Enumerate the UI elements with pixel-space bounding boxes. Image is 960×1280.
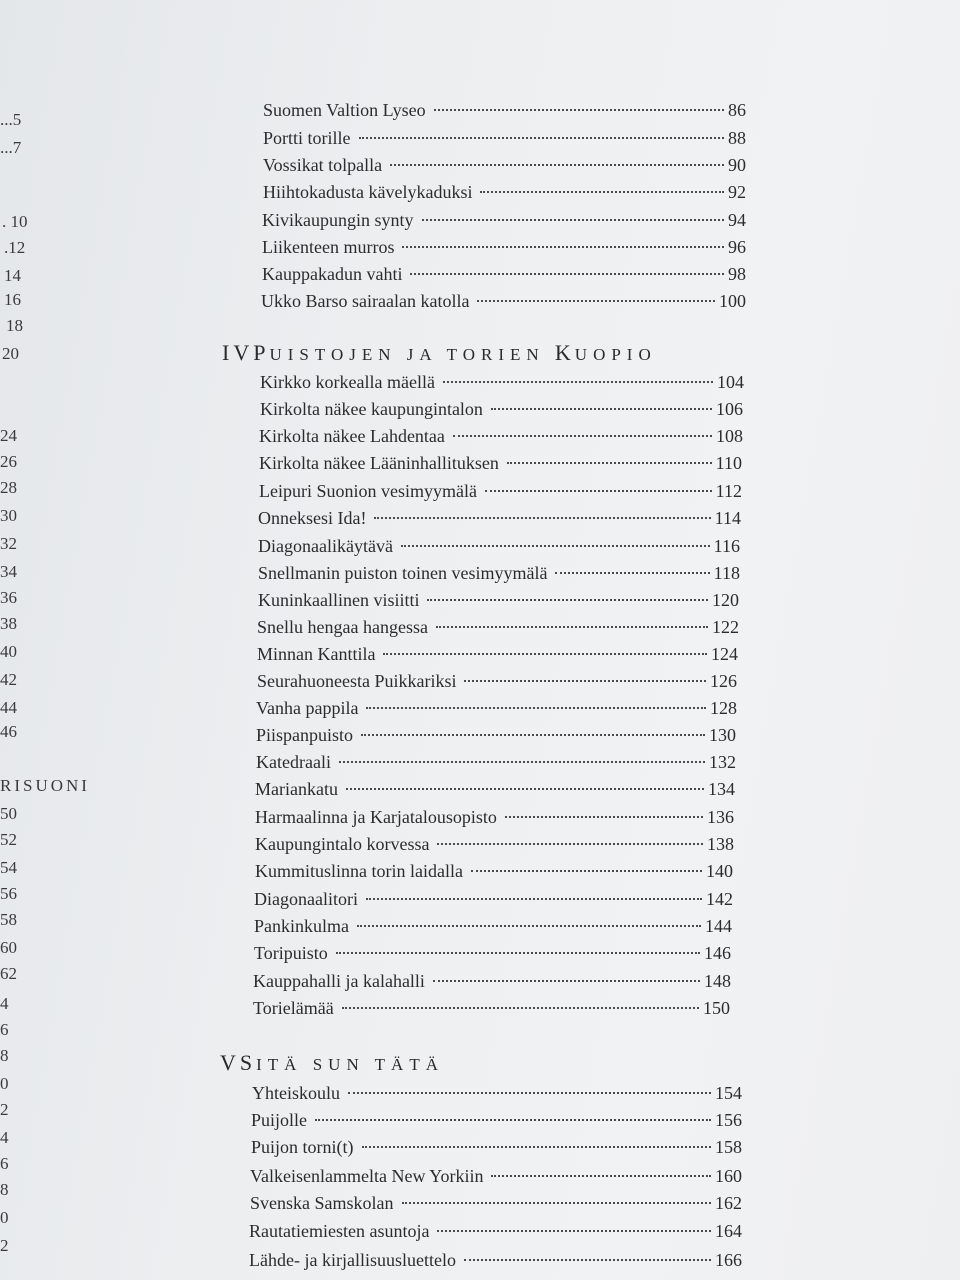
toc-entry[interactable] (259, 481, 742, 505)
toc-entry-title: Rautatiemiesten asuntoja (249, 1221, 430, 1241)
toc-entry-title: Onneksesi Ida! (258, 508, 367, 528)
left-page-number: 44 (0, 698, 17, 717)
dot-leader (348, 1092, 711, 1094)
toc-entry[interactable] (260, 399, 743, 423)
dot-leader (401, 545, 710, 547)
toc-entry-title: Ukko Barso sairaalan katolla (261, 291, 470, 311)
dot-leader (507, 462, 712, 464)
left-page-number: 14 (4, 266, 21, 285)
toc-entry[interactable] (253, 998, 730, 1022)
toc-entry[interactable] (262, 264, 746, 288)
toc-entry-page: 154 (715, 1083, 742, 1103)
toc-entry[interactable] (255, 779, 735, 803)
dot-leader (464, 1259, 711, 1261)
toc-entry-title: Kivikaupungin synty (262, 210, 414, 230)
toc-entry-title: Kauppahalli ja kalahalli (253, 971, 425, 991)
toc-entry[interactable] (256, 698, 737, 722)
section-heading-part: K (554, 340, 575, 365)
toc-entry-title: Puijolle (251, 1110, 308, 1130)
section-heading-part: ITÄ SUN TÄTÄ (256, 1055, 444, 1074)
left-page-number: 34 (0, 562, 17, 581)
toc-entry-title: Kirkolta näkee kaupungintalon (260, 399, 483, 419)
left-page-number: 54 (0, 858, 17, 877)
toc-entry-page: 92 (728, 182, 746, 202)
toc-entry[interactable] (259, 426, 743, 450)
toc-entry[interactable] (250, 1166, 742, 1190)
toc-entry-title: Piispanpuisto (256, 725, 354, 745)
section-heading-part: S (239, 1050, 257, 1075)
toc-entry-title: Yhteiskoulu (252, 1083, 340, 1103)
toc-entry-title: Seurahuoneesta Puikkariksi (257, 671, 457, 691)
toc-entry-title: Portti torille (263, 128, 351, 148)
toc-entry[interactable] (251, 1137, 742, 1161)
dot-leader (464, 680, 706, 682)
dot-leader (359, 137, 725, 139)
toc-entry-title: Pankinkulma (254, 916, 349, 936)
toc-entry-page: 96 (728, 237, 746, 257)
toc-entry[interactable] (252, 1083, 742, 1107)
dot-leader (477, 300, 715, 302)
toc-entry-page: 136 (707, 807, 734, 827)
toc-entry-page: 156 (715, 1110, 742, 1130)
toc-entry-page: 144 (705, 916, 732, 936)
left-page-number: 52 (0, 830, 17, 849)
toc-entry-title: Kummituslinna torin laidalla (255, 861, 463, 881)
toc-entry-page: 162 (715, 1193, 742, 1213)
toc-entry-page: 138 (707, 834, 734, 854)
dot-leader (346, 788, 704, 790)
left-page-partial (0, 0, 130, 1280)
left-page-number: 36 (0, 588, 17, 607)
toc-entry[interactable] (262, 237, 746, 261)
left-page-number: 8 (0, 1046, 9, 1065)
left-page-number: ...5 (0, 110, 22, 129)
toc-entry-title: Hiihtokadusta kävelykaduksi (263, 182, 473, 202)
toc-entry[interactable] (260, 372, 744, 396)
section-heading-part: P (253, 340, 270, 365)
left-page-number: 8 (0, 1180, 9, 1199)
dot-leader (491, 1175, 711, 1177)
toc-entry-title: Mariankatu (255, 779, 338, 799)
toc-entry-title: Snellu hengaa hangessa (257, 617, 428, 637)
toc-entry-title: Snellmanin puiston toinen vesimyymälä (258, 563, 548, 583)
toc-entry-page: 146 (704, 943, 731, 963)
toc-entry-page: 128 (710, 698, 737, 718)
toc-entry-title: Torielämää (253, 998, 334, 1018)
toc-entry-page: 130 (709, 725, 736, 745)
toc-entry[interactable] (255, 861, 733, 885)
dot-leader (410, 273, 724, 275)
dot-leader (374, 517, 710, 519)
dot-leader (491, 408, 712, 410)
toc-entry-title: Minnan Kanttila (257, 644, 376, 664)
section-heading-part: UISTOJEN JA TORIEN (269, 345, 555, 364)
toc-entry-page: 100 (719, 291, 746, 311)
toc-entry-page: 160 (715, 1166, 742, 1186)
toc-entry-title: Liikenteen murros (262, 237, 395, 257)
dot-leader (480, 191, 724, 193)
dot-leader (336, 952, 700, 954)
toc-entry-title: Diagonaalikäytävä (258, 536, 393, 556)
left-page-number: 4 (0, 994, 9, 1013)
left-page-number: ...7 (0, 138, 22, 157)
toc-entry[interactable] (250, 1193, 742, 1217)
left-page-number: 16 (4, 290, 21, 309)
left-page-number: 28 (0, 478, 17, 497)
toc-entry-title: Valkeisenlammelta New Yorkiin (250, 1166, 484, 1186)
toc-entry[interactable] (254, 943, 731, 967)
toc-entry-page: 122 (712, 617, 739, 637)
dot-leader (366, 898, 702, 900)
toc-entry-page: 116 (713, 536, 740, 556)
dot-leader (362, 1146, 712, 1148)
section-heading-part: V (220, 1050, 240, 1075)
toc-entry-title: Vossikat tolpalla (263, 155, 383, 175)
left-page-number: 46 (0, 722, 17, 741)
dot-leader (437, 1230, 711, 1232)
toc-entry-page: 142 (706, 889, 733, 909)
dot-leader (453, 435, 712, 437)
left-page-number: 6 (0, 1020, 9, 1039)
toc-entry[interactable] (254, 916, 732, 940)
toc-entry-page: 106 (716, 399, 743, 419)
dot-leader (434, 109, 724, 111)
dot-leader (427, 599, 708, 601)
dot-leader (471, 870, 702, 872)
toc-entry[interactable] (255, 807, 734, 831)
dot-leader (437, 843, 703, 845)
dot-leader (505, 816, 703, 818)
toc-entry[interactable] (263, 155, 746, 179)
dot-leader (485, 490, 712, 492)
toc-entry-title: Suomen Valtion Lyseo (263, 100, 426, 120)
left-page-number: . 10 (2, 212, 28, 231)
dot-leader (402, 246, 724, 248)
toc-entry-page: 124 (711, 644, 738, 664)
toc-entry-title: Kirkolta näkee Lahdentaa (259, 426, 445, 446)
toc-entry-title: Kaupungintalo korvessa (255, 834, 430, 854)
left-page-number: 24 (0, 426, 17, 445)
toc-entry-page: 164 (715, 1221, 742, 1241)
toc-entry-page: 158 (715, 1137, 742, 1157)
toc-entry-page: 98 (728, 264, 746, 284)
toc-entry[interactable] (263, 128, 746, 152)
toc-entry-title: Toripuisto (254, 943, 328, 963)
toc-entry-page: 86 (728, 100, 746, 120)
toc-entry-title: Leipuri Suonion vesimyymälä (259, 481, 477, 501)
dot-leader (390, 164, 724, 166)
dot-leader (339, 761, 705, 763)
dot-leader (443, 381, 713, 383)
toc-entry[interactable] (258, 508, 741, 532)
left-page-number: 40 (0, 642, 17, 661)
toc-entry-page: 132 (709, 752, 736, 772)
left-page-number: 32 (0, 534, 17, 553)
left-page-number: 0 (0, 1208, 9, 1227)
section-heading-iv (222, 340, 657, 366)
toc-entry-title: Diagonaalitori (254, 889, 358, 909)
toc-entry[interactable] (256, 725, 736, 749)
toc-entry[interactable] (251, 1110, 742, 1134)
left-page-number: 26 (0, 452, 17, 471)
toc-entry-title: Katedraali (256, 752, 331, 772)
toc-entry[interactable] (257, 644, 738, 668)
toc-entry-page: 134 (708, 779, 735, 799)
toc-entry-title: Puijon torni(t) (251, 1137, 354, 1157)
left-page-number: 42 (0, 670, 17, 689)
toc-entry[interactable] (249, 1250, 742, 1274)
left-section-heading: RISUONI (0, 776, 90, 795)
toc-entry[interactable] (254, 889, 733, 913)
left-page-number: 4 (0, 1128, 9, 1147)
toc-entry-page: 104 (717, 372, 744, 392)
left-page-number: 38 (0, 614, 17, 633)
dot-leader (315, 1119, 711, 1121)
section-heading-part: UOPIO (574, 345, 657, 364)
toc-entry-page: 166 (715, 1250, 742, 1270)
toc-entry-title: Lähde- ja kirjallisuusluettelo (249, 1250, 456, 1270)
left-page-number: 30 (0, 506, 17, 525)
left-page-number: 60 (0, 938, 17, 957)
toc-entry-title: Kauppakadun vahti (262, 264, 403, 284)
toc-entry-page: 108 (716, 426, 743, 446)
left-page-number: 18 (6, 316, 23, 335)
dot-leader (436, 626, 708, 628)
toc-entry-page: 118 (713, 563, 740, 583)
left-page-number: 0 (0, 1074, 9, 1093)
toc-entry-page: 110 (715, 453, 742, 473)
left-page-number: 62 (0, 964, 17, 983)
toc-entry[interactable] (253, 971, 731, 995)
toc-entry[interactable] (257, 671, 737, 695)
toc-entry[interactable] (262, 210, 746, 234)
toc-entry[interactable] (261, 291, 746, 315)
section-heading-v (220, 1050, 444, 1076)
dot-leader (361, 734, 705, 736)
toc-entry-page: 94 (728, 210, 746, 230)
toc-entry[interactable] (263, 182, 746, 206)
left-page-number: 6 (0, 1154, 9, 1173)
toc-entry-title: Harmaalinna ja Karjatalousopisto (255, 807, 497, 827)
dot-leader (366, 707, 706, 709)
toc-entry-page: 112 (715, 481, 742, 501)
toc-entry-page: 148 (704, 971, 731, 991)
toc-entry-page: 140 (706, 861, 733, 881)
toc-entry-page: 150 (703, 998, 730, 1018)
left-page-number: 2 (0, 1236, 9, 1255)
dot-leader (422, 219, 725, 221)
toc-entry[interactable] (258, 563, 740, 587)
toc-entry-title: Vanha pappila (256, 698, 359, 718)
toc-entry[interactable] (255, 834, 734, 858)
toc-entry-title: Kuninkaallinen visiitti (258, 590, 420, 610)
left-page-number: 20 (2, 344, 19, 363)
left-page-number: 56 (0, 884, 17, 903)
left-page-number: 58 (0, 910, 17, 929)
left-page-number: 2 (0, 1100, 9, 1119)
toc-entry[interactable] (257, 617, 739, 641)
dot-leader (357, 925, 701, 927)
toc-entry-page: 90 (728, 155, 746, 175)
dot-leader (342, 1007, 699, 1009)
dot-leader (383, 653, 707, 655)
toc-entry[interactable] (258, 590, 739, 614)
toc-entry[interactable] (258, 536, 740, 560)
left-page-number: .12 (4, 238, 26, 257)
toc-entry-title: Kirkolta näkee Lääninhallituksen (259, 453, 499, 473)
dot-leader (555, 572, 709, 574)
left-page-number: 50 (0, 804, 17, 823)
section-heading-part: IV (222, 340, 254, 365)
toc-entry[interactable] (263, 100, 746, 124)
toc-entry-page: 88 (728, 128, 746, 148)
dot-leader (433, 980, 700, 982)
toc-entry[interactable] (249, 1221, 742, 1245)
toc-entry-page: 114 (714, 508, 741, 528)
toc-entry-title: Svenska Samskolan (250, 1193, 394, 1213)
toc-entry[interactable] (259, 453, 742, 477)
toc-entry[interactable] (256, 752, 736, 776)
toc-entry-page: 120 (712, 590, 739, 610)
toc-entry-title: Kirkko korkealla mäellä (260, 372, 435, 392)
toc-entry-page: 126 (710, 671, 737, 691)
dot-leader (402, 1202, 712, 1204)
